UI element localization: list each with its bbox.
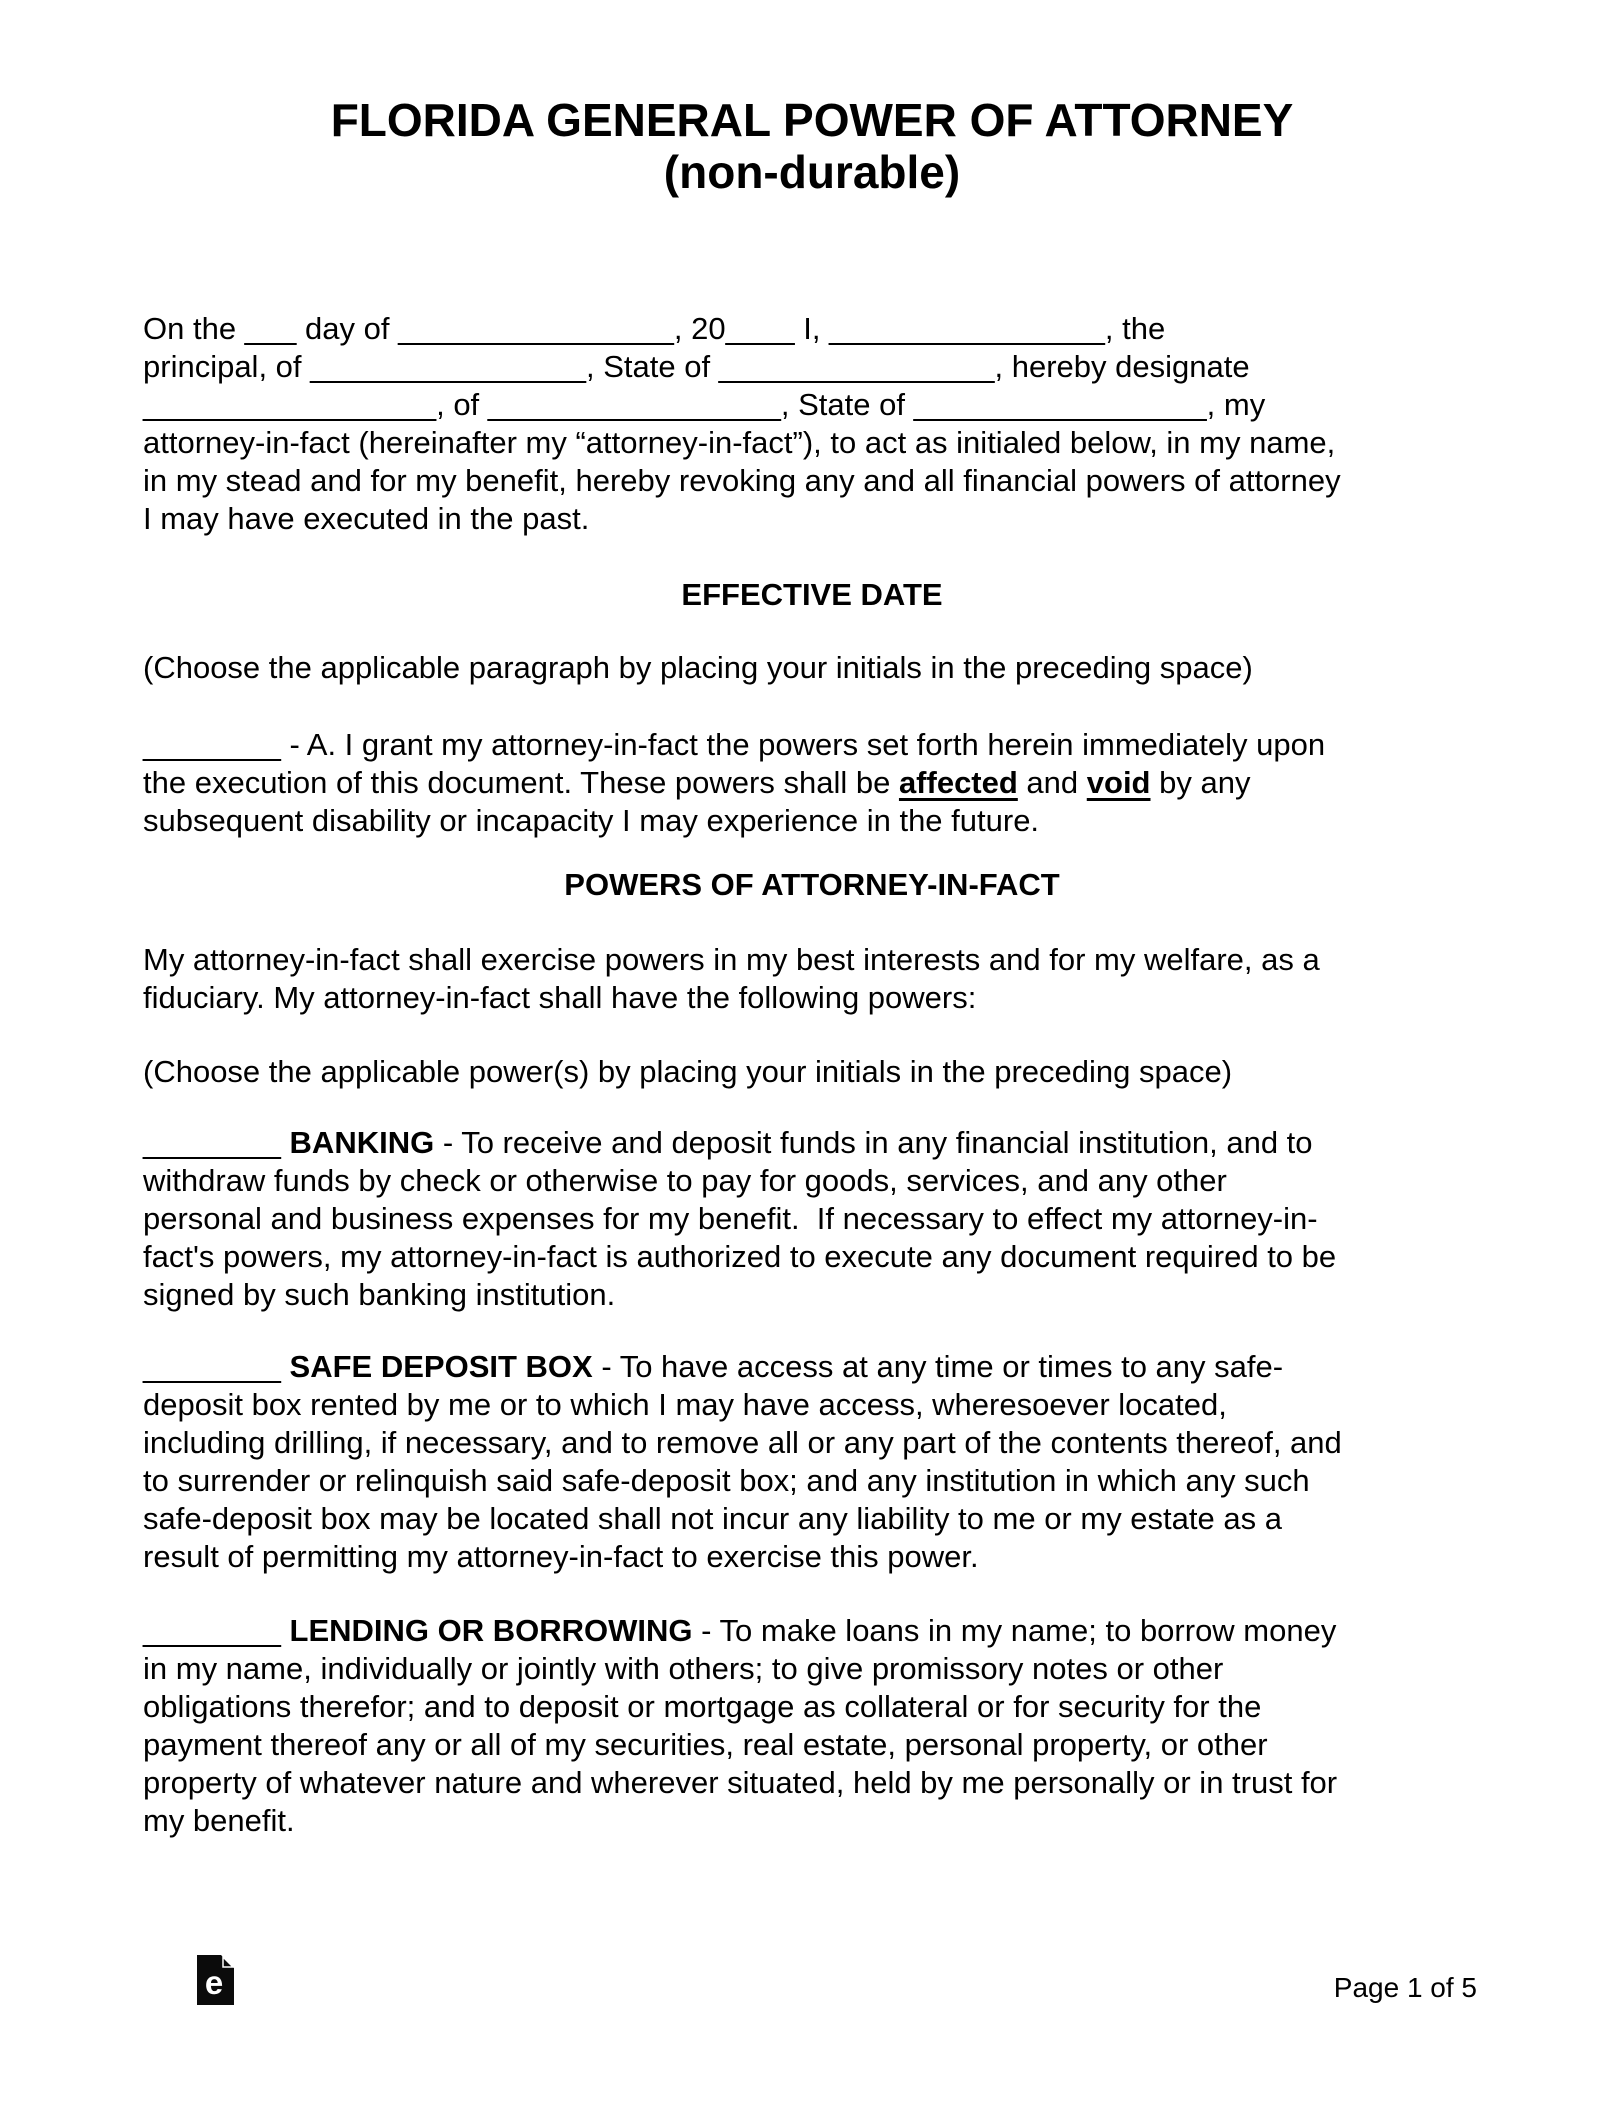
logo-letter: e xyxy=(204,1964,224,2001)
banking-paragraph xyxy=(143,1124,1491,1314)
eforms-logo-icon xyxy=(197,1955,234,2005)
text-line: personal and business expenses for my benefit. If necessary to effect my attorney-in- xyxy=(143,1201,1318,1236)
text-line: ________ - A. I grant my attorney-in-fact the powers set forth herein immediately upon xyxy=(143,727,1326,762)
effective-date-heading: EFFECTIVE DATE xyxy=(681,577,943,612)
title-line-2: (non-durable) xyxy=(663,146,961,198)
effective-date-instruction: (Choose the applicable paragraph by placing your initials in the preceding space) xyxy=(143,650,1253,685)
text-line: fiduciary. My attorney-in-fact shall have the following powers: xyxy=(143,980,977,1015)
text-line: _________________, of _________________, State of _________________, my xyxy=(143,387,1266,422)
text-line: result of permitting my attorney-in-fact to exercise this power. xyxy=(143,1539,979,1574)
text-line: attorney-in-fact (hereinafter my “attorney-in-fact”), to act as initialed below, in my name, xyxy=(143,425,1336,460)
intro-paragraph xyxy=(143,310,1491,538)
powers-description xyxy=(143,941,1491,1017)
text-line: ________ BANKING - To receive and deposit funds in any financial institution, and to xyxy=(143,1125,1313,1160)
text-line: to surrender or relinquish said safe-deposit box; and any institution in which any such xyxy=(143,1463,1310,1498)
text-line: withdraw funds by check or otherwise to pay for goods, services, and any other xyxy=(143,1163,1227,1198)
text-line: fact's powers, my attorney-in-fact is authorized to execute any document required to be xyxy=(143,1239,1337,1274)
text-line: property of whatever nature and wherever situated, held by me personally or in trust for xyxy=(143,1765,1338,1800)
text-line: signed by such banking institution. xyxy=(143,1277,616,1312)
text-line: subsequent disability or incapacity I may experience in the future. xyxy=(143,803,1040,838)
text-line: in my name, individually or jointly with others; to give promissory notes or other xyxy=(143,1651,1224,1686)
text-line: ________ SAFE DEPOSIT BOX - To have access at any time or times to any safe- xyxy=(143,1349,1284,1384)
logo-folded-corner xyxy=(223,1957,233,1967)
powers-instruction: (Choose the applicable power(s) by placing your initials in the preceding space) xyxy=(143,1054,1233,1089)
text-line: including drilling, if necessary, and to remove all or any part of the contents thereof, and xyxy=(143,1425,1342,1460)
text-line: ________ LENDING OR BORROWING - To make loans in my name; to borrow money xyxy=(143,1613,1337,1648)
title-line-1: FLORIDA GENERAL POWER OF ATTORNEY xyxy=(330,94,1294,146)
text-line: obligations therefor; and to deposit or mortgage as collateral or for security for the xyxy=(143,1689,1262,1724)
text-line: deposit box rented by me or to which I may have access, wheresoever located, xyxy=(143,1387,1227,1422)
text-line: the execution of this document. These powers shall be affected and void by any xyxy=(143,765,1251,800)
page-number: Page 1 of 5 xyxy=(1333,1972,1477,2003)
powers-heading: POWERS OF ATTORNEY-IN-FACT xyxy=(564,867,1060,902)
text-line: my benefit. xyxy=(143,1803,295,1838)
text-line: principal, of ________________, State of ________________, hereby designate xyxy=(143,349,1250,384)
text-line: in my stead and for my benefit, hereby revoking any and all financial powers of attorney xyxy=(143,463,1341,498)
text-line: safe-deposit box may be located shall not incur any liability to me or my estate as a xyxy=(143,1501,1282,1536)
lending-or-borrowing-paragraph xyxy=(143,1612,1491,1840)
effective-date-paragraph-a xyxy=(143,726,1491,840)
document-title xyxy=(0,94,1624,198)
text-line: My attorney-in-fact shall exercise powers in my best interests and for my welfare, as a xyxy=(143,942,1320,977)
text-line: On the ___ day of ________________, 20____ I, ________________, the xyxy=(143,311,1166,346)
text-line: I may have executed in the past. xyxy=(143,501,590,536)
text-line: payment thereof any or all of my securities, real estate, personal property, or other xyxy=(143,1727,1268,1762)
safe-deposit-box-paragraph xyxy=(143,1348,1491,1576)
